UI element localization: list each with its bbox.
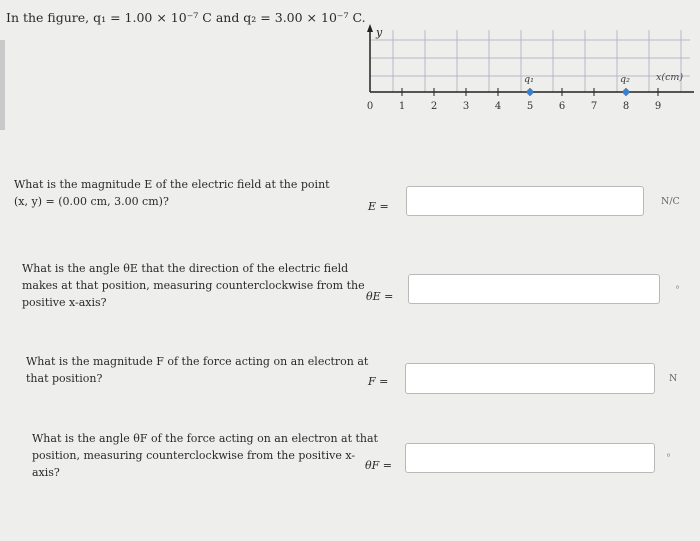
question-text: What is the magnitude F of the force acting on an electron at [26,355,369,368]
tick-label: 6 [558,101,566,112]
y-axis-arrow-icon [367,24,373,32]
tick-labels [367,101,661,112]
answer-label-e: E = [368,200,389,213]
y-axis-label: y [376,26,383,39]
question-theta-e [22,260,365,311]
unit-f: N [669,373,678,384]
question-text: makes at that position, measuring counterclockwise from the [22,279,365,292]
question-theta-f [32,430,378,481]
tick-label: 4 [494,101,502,112]
question-e [14,176,330,210]
charge-q2-dot [623,89,629,95]
unit-theta-e: ° [675,285,680,296]
tick-label: 8 [622,101,630,112]
unit-theta-f: ° [666,453,671,464]
tick-label: 7 [590,101,598,112]
question-text: position, measuring counterclockwise from the positive x- [32,449,356,462]
question-text: that position? [26,372,103,385]
question-f [26,353,368,387]
question-text: What is the angle θE that the direction of the electric field [22,262,349,275]
charge-q2-label: q₂ [620,74,630,85]
charge-q1-label: q₁ [524,74,534,85]
x-axis-label: x(cm) [656,72,684,83]
question-text: What is the magnitude E of the electric field at the point [14,178,330,191]
unit-e: N/C [661,196,680,207]
question-text: positive x-axis? [22,296,107,309]
charge-q1-dot [527,89,533,95]
answer-label-theta-f: θF = [365,459,392,472]
problem-intro: In the figure, q₁ = 1.00 × 10⁻⁷ C and q₂ = 3.00 × 10⁻⁷ C. [6,10,366,25]
tick-label: 1 [398,101,406,112]
question-text: What is the angle θF of the force acting on an electron at that [32,432,378,445]
question-text: axis? [32,466,60,479]
tick-label: 5 [526,101,534,112]
answer-label-theta-e: θE = [366,290,394,303]
tick-label: 0 [366,101,374,112]
tick-label: 9 [654,101,662,112]
answer-input-theta-f[interactable] [405,443,655,473]
question-text: (x, y) = (0.00 cm, 3.00 cm)? [14,195,169,208]
answer-input-f[interactable] [405,363,655,394]
tick-label: 3 [462,101,470,112]
answer-label-f: F = [368,375,389,388]
charge-figure [360,22,700,137]
answer-input-theta-e[interactable] [408,274,660,304]
left-edge-strip [0,40,5,130]
tick-label: 2 [430,101,438,112]
answer-input-e[interactable] [406,186,644,216]
